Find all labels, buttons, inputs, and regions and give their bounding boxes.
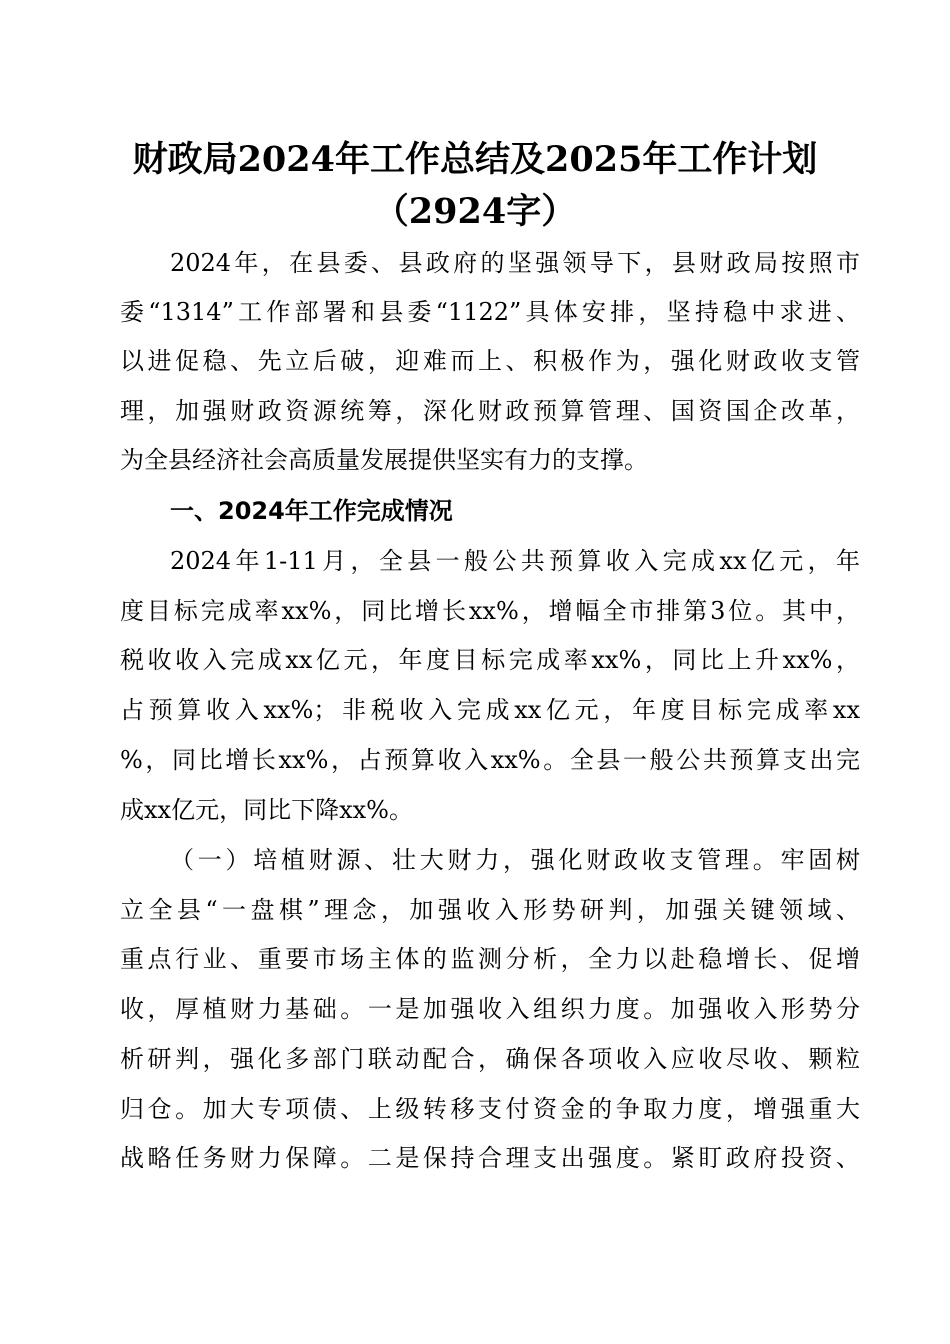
subsection-line: 归仓。加大专项债、上级转移支付资金的争取力度，增强重大 xyxy=(120,1095,860,1123)
section-line: 占预算收入xx%；非税收入完成xx亿元，年度目标完成率xx xyxy=(120,696,860,724)
section-line: %，同比增长xx%，占预算收入xx%。全县一般公共预算支出完 xyxy=(120,746,860,774)
subsection-line: 析研判，强化多部门联动配合，确保各项收入应收尽收、颗粒 xyxy=(120,1045,860,1073)
section-line: 成xx亿元，同比下降xx%。 xyxy=(120,796,413,824)
subsection-line: 战略任务财力保障。二是保持合理支出强度。紧盯政府投资、 xyxy=(120,1144,860,1172)
section-heading: 一、2024年工作完成情况 xyxy=(170,497,453,525)
section-line: 税收收入完成xx亿元，年度目标完成率xx%，同比上升xx%， xyxy=(120,646,860,674)
intro-line: 为全县经济社会高质量发展提供坚实有力的支撑。 xyxy=(120,446,648,474)
subsection-line: 收，厚植财力基础。一是加强收入组织力度。加强收入形势分 xyxy=(120,995,860,1023)
intro-line: 2024年，在县委、县政府的坚强领导下，县财政局按照市 xyxy=(170,249,860,277)
subsection-line: 重点行业、重要市场主体的监测分析，全力以赴稳增长、促增 xyxy=(120,945,860,973)
section-line: 2024年1-11月，全县一般公共预算收入完成xx亿元，年 xyxy=(170,547,860,575)
section-line: 度目标完成率xx%，同比增长xx%，增幅全市排第3位。其中， xyxy=(120,597,860,625)
intro-line: 委“1314”工作部署和县委“1122”具体安排，坚持稳中求进、 xyxy=(120,298,860,326)
document-title: 财政局2024年工作总结及2025年工作计划 xyxy=(132,139,818,180)
document-word-count: （2924字） xyxy=(373,191,577,232)
subsection-line: 立全县“一盘棋”理念，加强收入形势研判，加强关键领域、 xyxy=(120,896,860,924)
intro-line: 理，加强财政资源统筹，深化财政预算管理、国资国企改革， xyxy=(120,397,860,425)
intro-line: 以进促稳、先立后破，迎难而上、积极作为，强化财政收支管 xyxy=(120,347,860,375)
subsection-line: （一）培植财源、壮大财力，强化财政收支管理。牢固树 xyxy=(170,846,860,874)
